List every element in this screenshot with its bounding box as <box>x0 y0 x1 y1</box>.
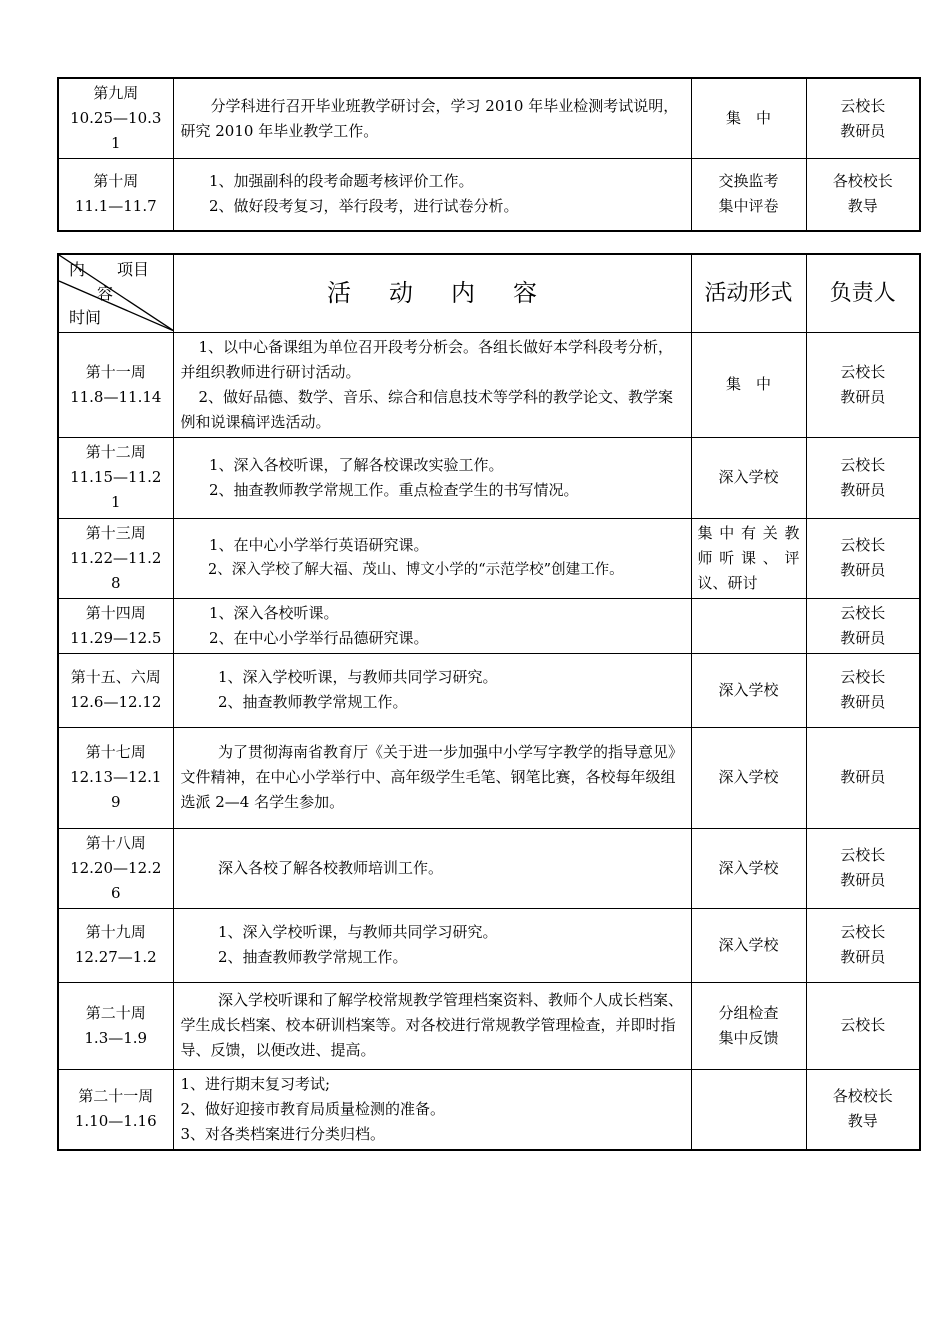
table-header-row <box>58 254 920 332</box>
activity-form: 集 中 <box>725 375 771 393</box>
week-label: 第十五、六周 <box>70 668 161 686</box>
owner-name: 教导 <box>847 197 878 216</box>
table-row <box>58 518 920 598</box>
activity-form-cell <box>691 982 806 1069</box>
week-cell <box>58 828 173 908</box>
activity-content-cell <box>173 159 691 231</box>
week-label: 第十七周 <box>85 743 146 761</box>
activity-form: 集中反馈 <box>718 1028 779 1047</box>
activity-content-cell <box>173 437 691 518</box>
date-range-cont: 8 <box>110 573 121 592</box>
activity-text: 2、做好品德、数学、音乐、综合和信息技术等学科的教学论文、教学案例和说课稿评选活动。 <box>180 387 674 431</box>
activity-text: 2、做好段考复习，举行段考，进行试卷分析。 <box>209 197 519 216</box>
week-cell <box>58 982 173 1069</box>
owner-name: 教研员 <box>840 480 886 499</box>
week-cell <box>58 908 173 982</box>
activity-form-cell <box>691 518 806 598</box>
activity-form: 深入学校 <box>718 468 779 486</box>
activity-content-cell <box>173 78 691 159</box>
week-cell <box>58 1069 173 1150</box>
owner-name: 教研员 <box>840 871 886 889</box>
owner-name: 云校长 <box>840 668 886 686</box>
week-label: 第十四周 <box>85 603 146 622</box>
table-row <box>58 1069 920 1150</box>
owner-name: 教研员 <box>840 387 886 406</box>
date-range: 11.15—11.2 <box>70 468 162 486</box>
activity-form: 交换监考 <box>718 172 779 191</box>
owner-name: 教研员 <box>840 948 886 966</box>
activity-form-cell <box>691 653 806 727</box>
table-row <box>58 727 920 828</box>
week-cell <box>58 727 173 828</box>
date-range-cont: 1 <box>110 493 121 511</box>
activity-text: 1、在中心小学举行英语研究课。 <box>209 536 429 554</box>
owner-name: 云校长 <box>840 603 886 622</box>
owner-cell <box>806 437 920 518</box>
owner-name: 云校长 <box>840 923 886 941</box>
activity-text: 为了贯彻海南省教育厅《关于进一步加强中小学写字教学的指导意见》文件精神，在中心小学举行中、高年级学生毛笔、钢笔比赛，各校每年级组选派 2—4 名学生参加。 <box>180 743 684 811</box>
activity-form-cell <box>691 78 806 159</box>
activity-text: 3、对各类档案进行分类归档。 <box>180 1124 386 1143</box>
activity-text: 2、在中心小学举行品德研究课。 <box>209 628 429 647</box>
activity-text: 2、抽查教师教学常规工作。重点检查学生的书写情况。 <box>209 480 579 499</box>
owner-cell <box>806 982 920 1069</box>
header-diag-rong: 容 <box>97 284 114 304</box>
week-label: 第十三周 <box>85 523 146 542</box>
activity-form-cell <box>691 437 806 518</box>
week-cell <box>58 159 173 231</box>
date-range-cont: 1 <box>110 134 121 152</box>
activity-text: 2、抽查教师教学常规工作。 <box>218 693 408 711</box>
activity-text: 分学科进行召开毕业班教学研讨会，学习 2010 年毕业检测考试说明，研究 2010 年毕业教学工作。 <box>180 96 679 140</box>
activity-form: 集中有关教 <box>697 523 800 542</box>
week-label: 第二十一周 <box>78 1087 154 1105</box>
week-cell <box>58 653 173 727</box>
owner-cell <box>806 1069 920 1150</box>
owner-name: 云校长 <box>840 536 886 554</box>
activity-form: 深入学校 <box>718 858 779 877</box>
activity-text: 1、加强副科的段考命题考核评价工作。 <box>209 172 474 191</box>
table-row <box>58 908 920 982</box>
activity-content-cell <box>173 653 691 727</box>
activity-text: 1、深入各校听课，了解各校课改实验工作。 <box>209 455 504 474</box>
activity-form-cell <box>691 1069 806 1150</box>
date-range: 12.13—12.1 <box>70 768 162 786</box>
activity-form-cell <box>691 332 806 437</box>
table-row-week-9 <box>58 78 920 159</box>
activity-content-cell <box>173 982 691 1069</box>
week-cell <box>58 518 173 598</box>
date-range: 10.25—10.3 <box>70 109 162 127</box>
table-row <box>58 598 920 653</box>
activity-text: 1、进行期末复习考试; <box>180 1074 331 1093</box>
owner-name: 云校长 <box>840 455 886 474</box>
owner-name: 教研员 <box>840 693 886 711</box>
activity-form-cell <box>691 598 806 653</box>
owner-name: 教研员 <box>840 121 886 140</box>
owner-cell <box>806 598 920 653</box>
header-activity-content: 活动内容 <box>173 254 691 332</box>
activity-content-cell <box>173 828 691 908</box>
week-label: 第十二周 <box>85 443 146 461</box>
week-label: 第九周 <box>93 84 139 102</box>
week-cell <box>58 598 173 653</box>
activity-content-cell <box>173 1069 691 1150</box>
owner-name: 云校长 <box>840 1016 886 1034</box>
table-row <box>58 653 920 727</box>
activity-form: 集 中 <box>725 109 771 127</box>
owner-name: 云校长 <box>840 96 886 115</box>
activity-form: 深入学校 <box>718 768 779 786</box>
week-label: 第二十周 <box>85 1003 146 1022</box>
header-diag-shijian: 时间 <box>69 308 102 328</box>
week-label: 第十一周 <box>85 362 146 381</box>
date-range: 11.22—11.2 <box>70 548 162 567</box>
owner-name: 各校校长 <box>832 1087 893 1105</box>
date-range: 1.3—1.9 <box>84 1028 148 1047</box>
week-label: 第十八周 <box>85 833 146 852</box>
date-range-cont: 9 <box>110 793 121 811</box>
owner-cell <box>806 78 920 159</box>
activity-form-cell <box>691 727 806 828</box>
date-range: 11.8—11.14 <box>70 387 162 406</box>
activity-text: 深入各校了解各校教师培训工作。 <box>218 858 444 877</box>
date-range: 12.27—1.2 <box>74 948 157 966</box>
activity-text: 2、做好迎接市教育局质量检测的准备。 <box>180 1099 446 1118</box>
header-diag-xiangmu: 项目 <box>117 260 150 280</box>
owner-cell <box>806 518 920 598</box>
activity-form-cell <box>691 828 806 908</box>
owner-cell <box>806 828 920 908</box>
activity-content-cell <box>173 598 691 653</box>
table-row <box>58 332 920 437</box>
table-row <box>58 437 920 518</box>
table-row <box>58 828 920 908</box>
table-row-week-10 <box>58 159 920 231</box>
owner-name: 各校校长 <box>832 172 893 191</box>
owner-name: 教研员 <box>840 628 886 647</box>
date-range: 1.10—1.16 <box>74 1112 157 1130</box>
date-range: 11.1—11.7 <box>74 197 157 216</box>
week-label: 第十周 <box>93 172 139 191</box>
table-row <box>58 982 920 1069</box>
date-range: 12.20—12.2 <box>70 858 162 877</box>
owner-cell <box>806 727 920 828</box>
owner-cell <box>806 159 920 231</box>
diagonal-header-cell <box>58 254 173 332</box>
owner-name: 教研员 <box>840 561 886 579</box>
activity-content-cell <box>173 518 691 598</box>
activity-text: 2、抽查教师教学常规工作。 <box>218 948 408 966</box>
date-range: 11.29—12.5 <box>70 628 162 647</box>
week-cell <box>58 78 173 159</box>
activity-content-cell <box>173 727 691 828</box>
owner-cell <box>806 908 920 982</box>
owner-name: 教研员 <box>840 768 886 786</box>
activity-content-cell <box>173 908 691 982</box>
header-activity-form: 活动形式 <box>691 254 806 332</box>
owner-cell <box>806 332 920 437</box>
activity-form: 师听课、评 <box>697 548 800 567</box>
date-range: 12.6—12.12 <box>70 693 162 711</box>
activity-form: 集中评卷 <box>718 197 779 216</box>
owner-name: 云校长 <box>840 846 886 864</box>
date-range-cont: 6 <box>110 883 121 902</box>
week-cell <box>58 437 173 518</box>
activity-form-cell <box>691 908 806 982</box>
schedule-table-top <box>57 77 921 232</box>
header-diag-nei: 内 <box>69 260 86 280</box>
header-owner: 负责人 <box>806 254 920 332</box>
week-cell <box>58 332 173 437</box>
activity-text: 1、深入学校听课，与教师共同学习研究。 <box>218 923 498 941</box>
activity-form: 深入学校 <box>718 680 779 699</box>
schedule-table-main <box>57 253 921 1151</box>
activity-form: 分组检查 <box>718 1003 779 1022</box>
activity-content-cell <box>173 332 691 437</box>
owner-name: 教导 <box>847 1112 878 1130</box>
activity-text: 深入学校听课和了解学校常规教学管理档案资料、教师个人成长档案、学生成长档案、校本研训档案等。对各校进行常规教学管理检查，并即时指导、反馈，以便改进、提高。 <box>180 991 684 1059</box>
activity-form-cell <box>691 159 806 231</box>
activity-text: 1、以中心备课组为单位召开段考分析会。各组长做好本学科段考分析，并组织教师进行研讨活动。 <box>180 337 674 381</box>
activity-text: 2、深入学校了解大福、茂山、博文小学的“示范学校”创建工作。 <box>208 562 624 578</box>
week-label: 第十九周 <box>85 923 146 941</box>
activity-form: 深入学校 <box>718 935 779 954</box>
owner-name: 云校长 <box>840 362 886 381</box>
activity-text: 1、深入各校听课。 <box>209 603 339 622</box>
activity-text: 1、深入学校听课，与教师共同学习研究。 <box>218 668 498 686</box>
owner-cell <box>806 653 920 727</box>
activity-form: 议、研讨 <box>697 573 758 592</box>
